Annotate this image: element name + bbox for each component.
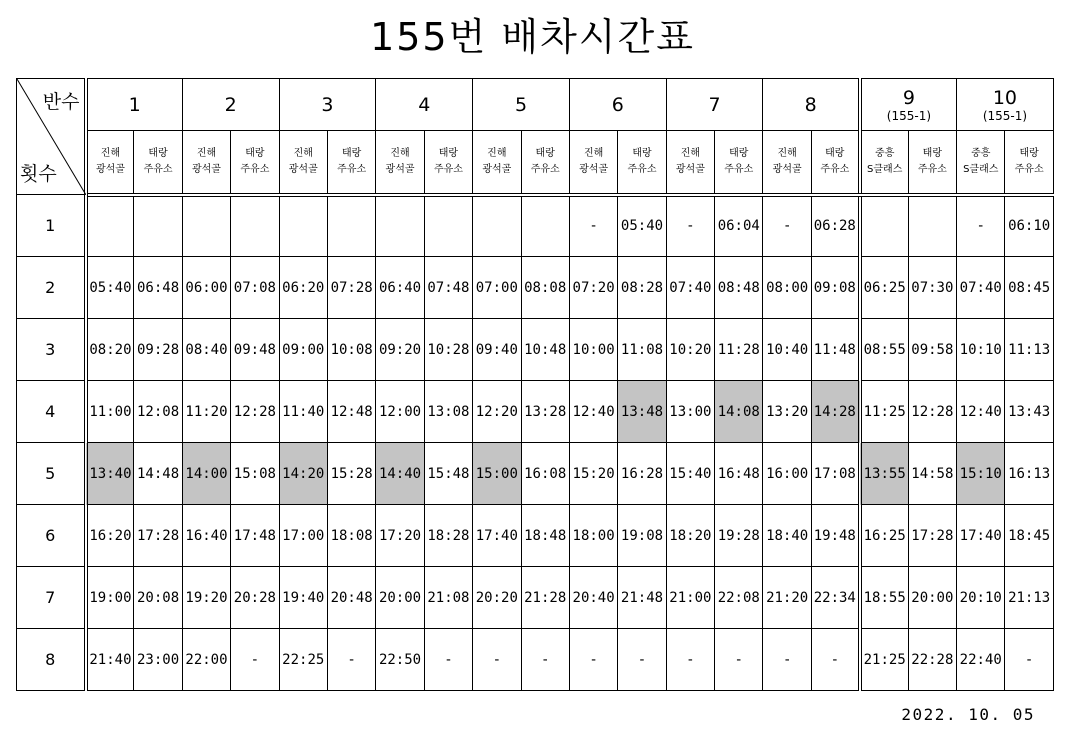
shift-header (86, 79, 183, 131)
time-cell: 09:00 (279, 319, 327, 381)
round-number: 2 (17, 257, 86, 319)
time-cell: 13:55 (860, 443, 908, 505)
corner-label-shift: 반수 (42, 91, 80, 113)
time-cell: 10:28 (424, 319, 472, 381)
shift-header (860, 79, 957, 131)
shift-header (473, 79, 570, 131)
time-cell: - (666, 195, 714, 257)
time-cell: 11:25 (860, 381, 908, 443)
time-cell (908, 195, 956, 257)
time-cell: 20:00 (908, 567, 956, 629)
time-cell: 15:40 (666, 443, 714, 505)
shift-header (279, 79, 376, 131)
time-cell: - (957, 195, 1005, 257)
time-cell: 09:40 (473, 319, 521, 381)
time-cell: 14:40 (376, 443, 424, 505)
time-cell: - (569, 629, 617, 691)
time-cell: 11:48 (811, 319, 859, 381)
time-cell: 16:20 (86, 505, 134, 567)
stop-name-line: 주유소 (337, 163, 367, 175)
stop-name-line: 주유소 (433, 163, 463, 175)
time-cell: 20:00 (376, 567, 424, 629)
time-cell: 18:08 (327, 505, 375, 567)
time-cell: 18:55 (860, 567, 908, 629)
time-cell: 13:43 (1005, 381, 1053, 443)
shift-header (763, 79, 860, 131)
time-cell: 18:40 (763, 505, 811, 567)
time-cell: 19:00 (86, 567, 134, 629)
time-cell: 06:40 (376, 257, 424, 319)
time-cell: 12:40 (957, 381, 1005, 443)
round-number: 7 (17, 567, 86, 629)
stop-header (279, 131, 327, 195)
time-cell: 08:20 (86, 319, 134, 381)
table-row (17, 567, 1054, 629)
time-cell: 20:48 (327, 567, 375, 629)
stop-name-line: 광석골 (675, 163, 705, 175)
shift-number: 10 (992, 86, 1018, 109)
time-cell: 06:04 (715, 195, 763, 257)
stop-name-line: 주유소 (240, 163, 270, 175)
time-cell: 18:00 (569, 505, 617, 567)
time-cell: 08:40 (182, 319, 230, 381)
time-cell: 14:48 (134, 443, 182, 505)
time-cell: 16:08 (521, 443, 569, 505)
time-cell: 07:40 (957, 257, 1005, 319)
time-cell: 15:20 (569, 443, 617, 505)
stop-header (134, 131, 182, 195)
time-cell: - (424, 629, 472, 691)
time-cell: 22:40 (957, 629, 1005, 691)
time-cell: 08:48 (715, 257, 763, 319)
time-cell: 22:08 (715, 567, 763, 629)
stop-name-line: 태랑 (535, 147, 555, 159)
time-cell: 21:40 (86, 629, 134, 691)
shift-number: 6 (611, 93, 624, 116)
time-cell: 07:28 (327, 257, 375, 319)
shift-header (569, 79, 666, 131)
time-cell: 20:40 (569, 567, 617, 629)
time-cell: 08:55 (860, 319, 908, 381)
time-cell: - (715, 629, 763, 691)
stop-header (715, 131, 763, 195)
time-cell: 14:08 (715, 381, 763, 443)
time-cell: 16:40 (182, 505, 230, 567)
time-cell (424, 195, 472, 257)
stop-name-line: 진해 (100, 147, 121, 159)
stop-header (957, 131, 1005, 195)
shift-number: 7 (708, 93, 721, 116)
stop-name-line: 광석골 (191, 163, 221, 175)
corner-header (17, 79, 86, 195)
stop-header (231, 131, 279, 195)
time-cell (860, 195, 908, 257)
page-title: 155번 배차시간표 (370, 15, 695, 59)
time-cell: - (327, 629, 375, 691)
time-cell: 08:00 (763, 257, 811, 319)
time-cell: - (618, 629, 666, 691)
table-row (17, 257, 1054, 319)
time-cell: 07:20 (569, 257, 617, 319)
time-cell: 14:28 (811, 381, 859, 443)
time-cell: 13:00 (666, 381, 714, 443)
time-cell: 16:25 (860, 505, 908, 567)
time-cell: 21:13 (1005, 567, 1053, 629)
time-cell: 21:00 (666, 567, 714, 629)
time-cell: 20:08 (134, 567, 182, 629)
time-cell: 15:28 (327, 443, 375, 505)
stop-name-line: 광석골 (95, 163, 125, 175)
time-cell: 12:28 (908, 381, 956, 443)
time-cell: 10:00 (569, 319, 617, 381)
shift-number: 8 (804, 93, 817, 116)
time-cell: 18:20 (666, 505, 714, 567)
time-cell: - (666, 629, 714, 691)
stop-header (666, 131, 714, 195)
shift-header (182, 79, 279, 131)
time-cell: 14:20 (279, 443, 327, 505)
stop-name-line: 태랑 (438, 147, 459, 159)
time-cell: 06:20 (279, 257, 327, 319)
time-cell: 06:48 (134, 257, 182, 319)
stop-name-line: S클래스 (963, 163, 999, 175)
time-cell: 06:10 (1005, 195, 1053, 257)
stop-name-line: 주유소 (627, 163, 657, 175)
time-cell: 13:48 (618, 381, 666, 443)
time-cell: 13:28 (521, 381, 569, 443)
time-cell: 17:48 (231, 505, 279, 567)
table-row (17, 319, 1054, 381)
table-row (17, 195, 1054, 257)
time-cell: 09:48 (231, 319, 279, 381)
time-cell: 11:20 (182, 381, 230, 443)
time-cell: 12:48 (327, 381, 375, 443)
time-cell: 10:40 (763, 319, 811, 381)
time-cell: 15:10 (957, 443, 1005, 505)
time-cell: 12:28 (231, 381, 279, 443)
stop-name-line: 진해 (777, 147, 797, 159)
time-cell: 23:00 (134, 629, 182, 691)
time-cell (279, 195, 327, 257)
time-cell: 11:00 (86, 381, 134, 443)
stop-name-line: 주유소 (530, 163, 560, 175)
round-number: 6 (17, 505, 86, 567)
time-cell (327, 195, 375, 257)
stop-name-line: S클래스 (867, 163, 903, 175)
stop-header (908, 131, 956, 195)
time-cell: 07:40 (666, 257, 714, 319)
time-cell: 15:48 (424, 443, 472, 505)
time-cell: 16:00 (763, 443, 811, 505)
stop-name-line: 광석골 (579, 163, 609, 175)
stop-name-line: 태랑 (1019, 147, 1039, 159)
stop-name-line: 광석골 (385, 163, 415, 175)
time-cell: 05:40 (86, 257, 134, 319)
round-number: 1 (17, 195, 86, 257)
stop-name-line: 태랑 (632, 147, 652, 159)
time-cell: 15:08 (231, 443, 279, 505)
time-cell (376, 195, 424, 257)
time-cell: 06:28 (811, 195, 859, 257)
stop-name-line: 주유소 (1014, 163, 1044, 175)
time-cell: 12:00 (376, 381, 424, 443)
time-cell: - (763, 195, 811, 257)
time-cell: 15:00 (473, 443, 521, 505)
time-cell: 12:08 (134, 381, 182, 443)
time-cell: 17:28 (134, 505, 182, 567)
corner-label-round: 횟수 (20, 163, 57, 185)
time-cell: 07:30 (908, 257, 956, 319)
stop-header (473, 131, 521, 195)
time-cell: 07:48 (424, 257, 472, 319)
shift-number: 4 (418, 93, 431, 116)
time-cell: 22:34 (811, 567, 859, 629)
time-cell: - (521, 629, 569, 691)
time-cell: 12:20 (473, 381, 521, 443)
stop-header (521, 131, 569, 195)
round-number: 5 (17, 443, 86, 505)
stop-header (569, 131, 617, 195)
stop-name-line: 태랑 (148, 147, 168, 159)
time-cell: 19:48 (811, 505, 859, 567)
time-cell: 11:13 (1005, 319, 1053, 381)
stop-header (424, 131, 472, 195)
table-row (17, 505, 1054, 567)
time-cell: 20:10 (957, 567, 1005, 629)
time-cell: 05:40 (618, 195, 666, 257)
stop-header (1005, 131, 1053, 195)
issue-date: 2022. 10. 05 (901, 705, 1035, 724)
time-cell: 11:08 (618, 319, 666, 381)
stop-name-line: 광석골 (288, 163, 318, 175)
time-cell: 17:40 (957, 505, 1005, 567)
time-cell (134, 195, 182, 257)
time-cell: 18:45 (1005, 505, 1053, 567)
time-cell (231, 195, 279, 257)
time-cell: 08:08 (521, 257, 569, 319)
time-cell: 21:25 (860, 629, 908, 691)
shift-header (666, 79, 763, 131)
time-cell: 17:00 (279, 505, 327, 567)
stop-name-line: 태랑 (922, 147, 942, 159)
time-cell: 07:08 (231, 257, 279, 319)
stop-name-line: 주유소 (143, 163, 173, 175)
stop-header (618, 131, 666, 195)
shift-route-label: (155-1) (886, 108, 932, 123)
time-cell: 06:25 (860, 257, 908, 319)
time-cell: 09:20 (376, 319, 424, 381)
time-cell: 10:08 (327, 319, 375, 381)
time-cell: 06:00 (182, 257, 230, 319)
time-cell: 17:28 (908, 505, 956, 567)
stop-name-line: 중흥 (875, 147, 895, 159)
table-row (17, 629, 1054, 691)
stop-name-line: 주유소 (917, 163, 947, 175)
shift-route-label: (155-1) (982, 108, 1028, 123)
time-cell: 22:00 (182, 629, 230, 691)
round-number: 3 (17, 319, 86, 381)
time-cell (521, 195, 569, 257)
time-cell: 14:58 (908, 443, 956, 505)
time-cell (473, 195, 521, 257)
stop-header (376, 131, 424, 195)
time-cell: 09:08 (811, 257, 859, 319)
shift-header (376, 79, 473, 131)
time-cell: 13:40 (86, 443, 134, 505)
stop-name-line: 진해 (487, 147, 507, 159)
time-cell: 10:20 (666, 319, 714, 381)
stop-name-line: 태랑 (729, 147, 749, 159)
time-cell: - (231, 629, 279, 691)
shift-header (957, 79, 1054, 131)
time-cell: 13:20 (763, 381, 811, 443)
stop-name-line: 주유소 (820, 163, 850, 175)
time-cell: 21:28 (521, 567, 569, 629)
time-cell: 20:28 (231, 567, 279, 629)
shift-number: 5 (514, 93, 528, 116)
table-row (17, 381, 1054, 443)
stop-name-line: 진해 (390, 147, 410, 159)
time-cell (86, 195, 134, 257)
time-cell: 10:48 (521, 319, 569, 381)
time-cell: 21:08 (424, 567, 472, 629)
time-cell: 10:10 (957, 319, 1005, 381)
shift-number: 2 (224, 93, 237, 116)
stop-name-line: 광석골 (772, 163, 802, 175)
time-cell: 11:28 (715, 319, 763, 381)
time-cell: 20:20 (473, 567, 521, 629)
time-cell: 07:00 (473, 257, 521, 319)
time-cell: - (1005, 629, 1053, 691)
stop-name-line: 진해 (293, 147, 313, 159)
stop-header (327, 131, 375, 195)
time-cell: 19:20 (182, 567, 230, 629)
stop-name-line: 진해 (680, 147, 701, 159)
time-cell: 16:28 (618, 443, 666, 505)
time-cell: 19:08 (618, 505, 666, 567)
time-cell: - (569, 195, 617, 257)
time-cell: 16:13 (1005, 443, 1053, 505)
time-cell: 18:28 (424, 505, 472, 567)
stop-header (763, 131, 811, 195)
time-cell: 19:28 (715, 505, 763, 567)
time-cell: 17:20 (376, 505, 424, 567)
time-cell: 09:58 (908, 319, 956, 381)
time-cell: 11:40 (279, 381, 327, 443)
time-cell: - (811, 629, 859, 691)
time-cell: - (473, 629, 521, 691)
stop-header (811, 131, 859, 195)
stop-name-line: 중흥 (971, 147, 991, 159)
stop-header (860, 131, 908, 195)
stop-name-line: 진해 (583, 147, 604, 159)
stop-name-line: 태랑 (341, 147, 362, 159)
shift-number: 1 (128, 93, 141, 116)
time-cell: 22:50 (376, 629, 424, 691)
time-cell: 08:28 (618, 257, 666, 319)
stop-name-line: 태랑 (245, 147, 265, 159)
time-cell: - (763, 629, 811, 691)
round-number: 8 (17, 629, 86, 691)
time-cell: 18:48 (521, 505, 569, 567)
time-cell: 19:40 (279, 567, 327, 629)
round-number: 4 (17, 381, 86, 443)
time-cell: 22:28 (908, 629, 956, 691)
time-cell: 17:08 (811, 443, 859, 505)
table-row (17, 443, 1054, 505)
stop-name-line: 진해 (196, 147, 217, 159)
stop-name-line: 광석골 (482, 163, 512, 175)
time-cell: 22:25 (279, 629, 327, 691)
stop-header (182, 131, 230, 195)
time-cell: 13:08 (424, 381, 472, 443)
time-cell: 21:48 (618, 567, 666, 629)
stop-name-line: 태랑 (825, 147, 845, 159)
timetable (16, 78, 1054, 691)
time-cell: 14:00 (182, 443, 230, 505)
time-cell: 16:48 (715, 443, 763, 505)
stop-header (86, 131, 134, 195)
time-cell: 12:40 (569, 381, 617, 443)
time-cell: 21:20 (763, 567, 811, 629)
stop-name-line: 주유소 (724, 163, 754, 175)
shift-number: 3 (321, 93, 334, 116)
shift-number: 9 (902, 86, 915, 109)
time-cell: 09:28 (134, 319, 182, 381)
time-cell: 17:40 (473, 505, 521, 567)
time-cell (182, 195, 230, 257)
time-cell: 08:45 (1005, 257, 1053, 319)
